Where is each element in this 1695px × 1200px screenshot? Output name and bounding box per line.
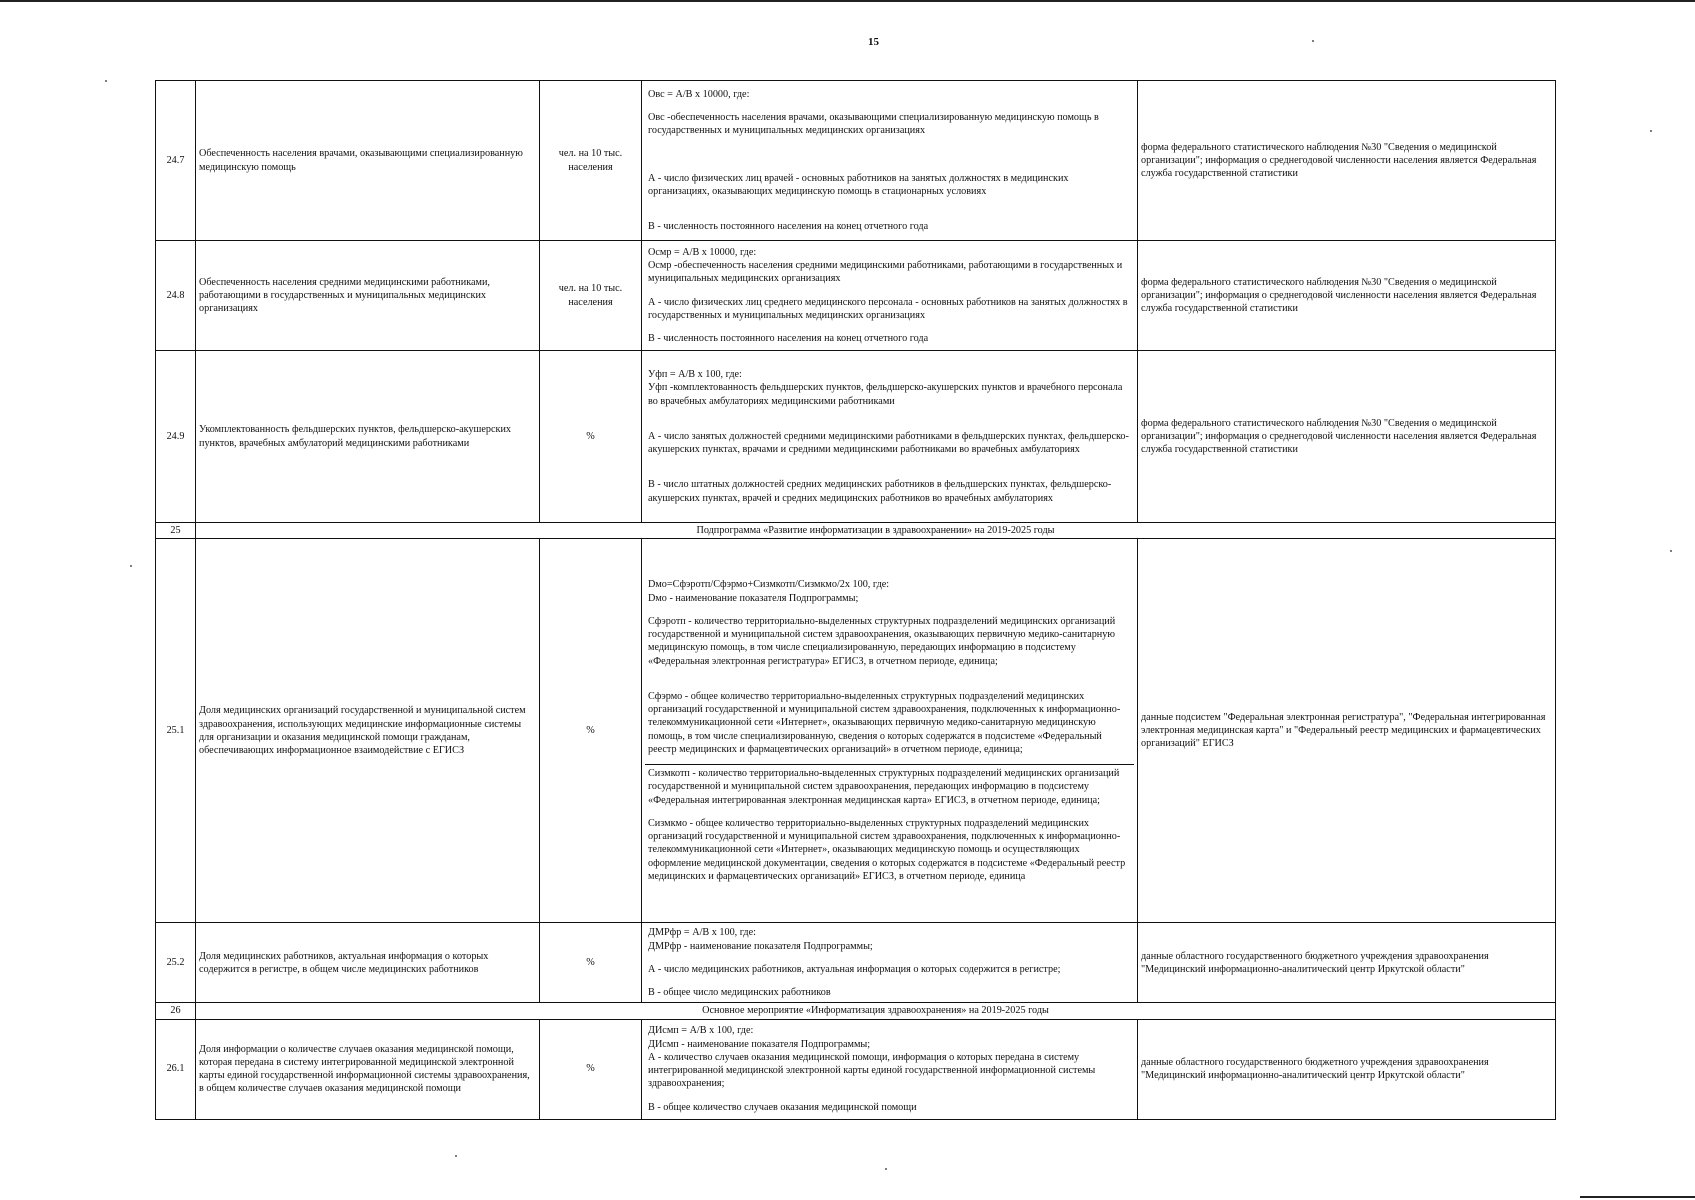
formula-line: Уфп -комплектованность фельдшерских пунктов, фельдшерско-акушерских пунктов и врачебного персонала во врачебных амбулаториях медицинскими работниками [648,382,1123,407]
formula-line: Dмо=Сфэротп/Сфэрмо+Сизмкотп/Сизмкмо/2х 100, где: [648,579,890,591]
indicator-name: Обеспеченность населения средними медицинскими работниками, работающими в государственных и муниципальных медицинских организациях [196,241,540,351]
formula-line: А - число занятых должностей средними медицинскими работниками в фельдшерских пунктах, фельдшерско-акушерских пунктах, врачами и средними медицинскими работниками во врачебных амбулаториях [648,430,1129,456]
formula-line: Уфп = А/В х 100, где: [648,369,742,381]
indicator-name: Обеспеченность населения врачами, оказывающими специализированную медицинскую помощь [196,81,540,241]
scan-speck [1670,550,1672,552]
formula-cell [642,923,1138,1003]
unit: чел. на 10 тыс. населения [540,241,642,351]
formula-line: А - число медицинских работников, актуальная информация о которых содержится в регистре; [648,963,1061,975]
formula-line: Осмр -обеспеченность населения средними медицинскими работниками, работающими в государственных и муниципальных медицинских организациях [648,260,1123,285]
data-source: данные областного государственного бюджетного учреждения здравоохранения "Медицинский информационно-аналитический центр Иркутской области" [1138,923,1556,1003]
indicators-table [155,80,1556,1120]
scan-speck [455,1155,457,1157]
data-source: форма федерального статистического наблюдения №30 "Сведения о медицинской организации"; информация о среднегодовой численности населения является Федеральная служба государственной статистики [1138,241,1556,351]
formula-line: Сизмкотп - количество территориально-выделенных структурных подразделений медицинских организаций государственной и муниципальной систем здравоохранения, передающих информацию в подсистему «Федеральная интегрированная электронная медицинская карта» ЕГИСЗ, в отчетном периоде, единица; [645,764,1134,807]
indicator-name: Доля медицинских организаций государственной и муниципальной систем здравоохранения, использующих медицинские информационные системы для организации и оказания медицинской помощи гражданам, обеспечивающих информационное взаимодействие с ЕГИСЗ [196,539,540,923]
formula-line: Овс = А/В х 10000, где: [648,88,750,100]
unit: % [540,923,642,1003]
data-source: форма федерального статистического наблюдения №30 "Сведения о медицинской организации"; информация о среднегодовой численности населения является Федеральная служба государственной статистики [1138,81,1556,241]
formula-cell [642,539,1138,923]
data-source: форма федерального статистического наблюдения №30 "Сведения о медицинской организации"; информация о среднегодовой численности населения является Федеральная служба государственной статистики [1138,351,1556,523]
unit: % [540,539,642,923]
formula-cell [642,241,1138,351]
unit: чел. на 10 тыс. населения [540,81,642,241]
formula-line: Сизмкмо - общее количество территориально-выделенных структурных подразделений медицинских организаций государственной и муниципальной систем здравоохранения, подключенных к информационно-телекоммуникационной сети «Интернет», оказывающих медицинскую помощь и осуществляющих оформление медицинской документации, сведения о которых содержатся в подсистеме «Федеральный реестр медицинских и фармацевтических организаций» ЕГИСЗ, в отчетном периоде, единица [648,817,1126,882]
formula-cell [642,81,1138,241]
formula-line: А - количество случаев оказания медицинской помощи, информация о которых передана в систему интегрированной медицинской электронной карты единой государственной информационной системы здравоохранения; [648,1051,1096,1090]
formula-line: ДИсмп = А/В х 100, где: [648,1025,754,1037]
formula-line: ДМРфр - наименование показателя Подпрограммы; [648,940,873,952]
formula-line: А - число физических лиц врачей - основных работников на занятых должностях в медицинских организациях, оказывающих медицинскую помощь в стационарных условиях [648,172,1069,197]
table-row [156,241,1556,351]
formula-line: Dмо - наименование показателя Подпрограммы; [648,592,859,604]
formula-line: В - общее количество случаев оказания медицинской помощи [648,1101,917,1113]
formula-line: ДИсмп - наименование показателя Подпрограммы; [648,1038,871,1050]
formula-cell [642,351,1138,523]
formula-cell [642,1019,1138,1119]
scan-edge-top [0,0,1695,2]
unit: % [540,351,642,523]
indicator-name: Укомплектованность фельдшерских пунктов, фельдшерско-акушерских пунктов, врачебных амбулаторий медицинскими работниками [196,351,540,523]
scan-speck [885,1168,887,1170]
row-number: 26.1 [156,1019,196,1119]
indicator-name: Доля информации о количестве случаев оказания медицинской помощи, которая передана в систему интегрированной медицинской электронной карты единой государственной информационной системы здравоохранения, в общем количестве случаев оказания медицинской помощи [196,1019,540,1119]
section-number: 26 [156,1003,196,1019]
formula-line: Овс -обеспеченность населения врачами, оказывающими специализированную медицинскую помощь в государственных и муниципальных медицинских организациях [648,112,1099,137]
indicator-name: Доля медицинских работников, актуальная информация о которых содержится в регистре, в общем числе медицинских работников [196,923,540,1003]
table-row [156,539,1556,923]
formula-line: Сфэрмо - общее количество территориально-выделенных структурных подразделений медицинских организаций государственной и муниципальной систем здравоохранения, подключенных к информационно-телекоммуникационной сети «Интернет», оказывающих первичную медико-санитарную медицинскую помощь, в том числе специализированную, сведения о которых содержатся в подсистеме «Федеральный реестр медицинских и фармацевтических организаций» в отчетном периоде, единица; [648,690,1121,755]
scan-speck [105,80,107,82]
row-number: 25.2 [156,923,196,1003]
row-number: 24.9 [156,351,196,523]
section-row [156,1003,1556,1019]
unit: % [540,1019,642,1119]
formula-line: А - число физических лиц среднего медицинского персонала - основных работников на занятых должностях в государственных и муниципальных медицинских организациях [648,296,1128,321]
section-number: 25 [156,523,196,539]
formula-line: В - число штатных должностей средних медицинских работников в фельдшерских пунктах, фельдшерско-акушерских пунктах, врачей и средних медицинских работников во врачебных амбулаториях [648,479,1112,504]
formula-line: Сфэротп - количество территориально-выделенных структурных подразделений медицинских организаций государственной и муниципальной систем здравоохранения, оказывающих первичную медико-санитарную медицинскую помощь, в том числе специализированную, передающих информацию в подсистему «Федеральная электронная регистратура» ЕГИСЗ, в отчетном периоде, единица; [648,615,1116,667]
table-row [156,1019,1556,1119]
formula-line: ДМРфр = А/В х 100, где: [648,927,756,939]
formula-line: В - численность постоянного населения на конец отчетного года [648,221,929,232]
scan-speck [1312,40,1314,42]
table-row [156,81,1556,241]
table-row [156,923,1556,1003]
formula-line: В - численность постоянного населения на конец отчетного года [648,333,929,344]
page-number: 15 [868,36,879,48]
section-row [156,523,1556,539]
formula-line: Осмр = А/В х 10000, где: [648,246,757,258]
table-row [156,351,1556,523]
scan-edge-bottom [1580,1196,1695,1198]
row-number: 25.1 [156,539,196,923]
formula-line: В - общее число медицинских работников [648,987,831,998]
scan-speck [130,565,132,567]
section-title: Подпрограмма «Развитие информатизации в здравоохранении» на 2019-2025 годы [196,523,1556,539]
data-source: данные областного государственного бюджетного учреждения здравоохранения "Медицинский информационно-аналитический центр Иркутской области" [1138,1019,1556,1119]
row-number: 24.7 [156,81,196,241]
scan-speck [1650,130,1652,132]
data-source: данные подсистем "Федеральная электронная регистратура", "Федеральная интегрированная электронная медицинская карта" и "Федеральный реестр медицинских и фармацевтических организаций" ЕГИСЗ [1138,539,1556,923]
section-title: Основное мероприятие «Информатизация здравоохранения» на 2019-2025 годы [196,1003,1556,1019]
row-number: 24.8 [156,241,196,351]
